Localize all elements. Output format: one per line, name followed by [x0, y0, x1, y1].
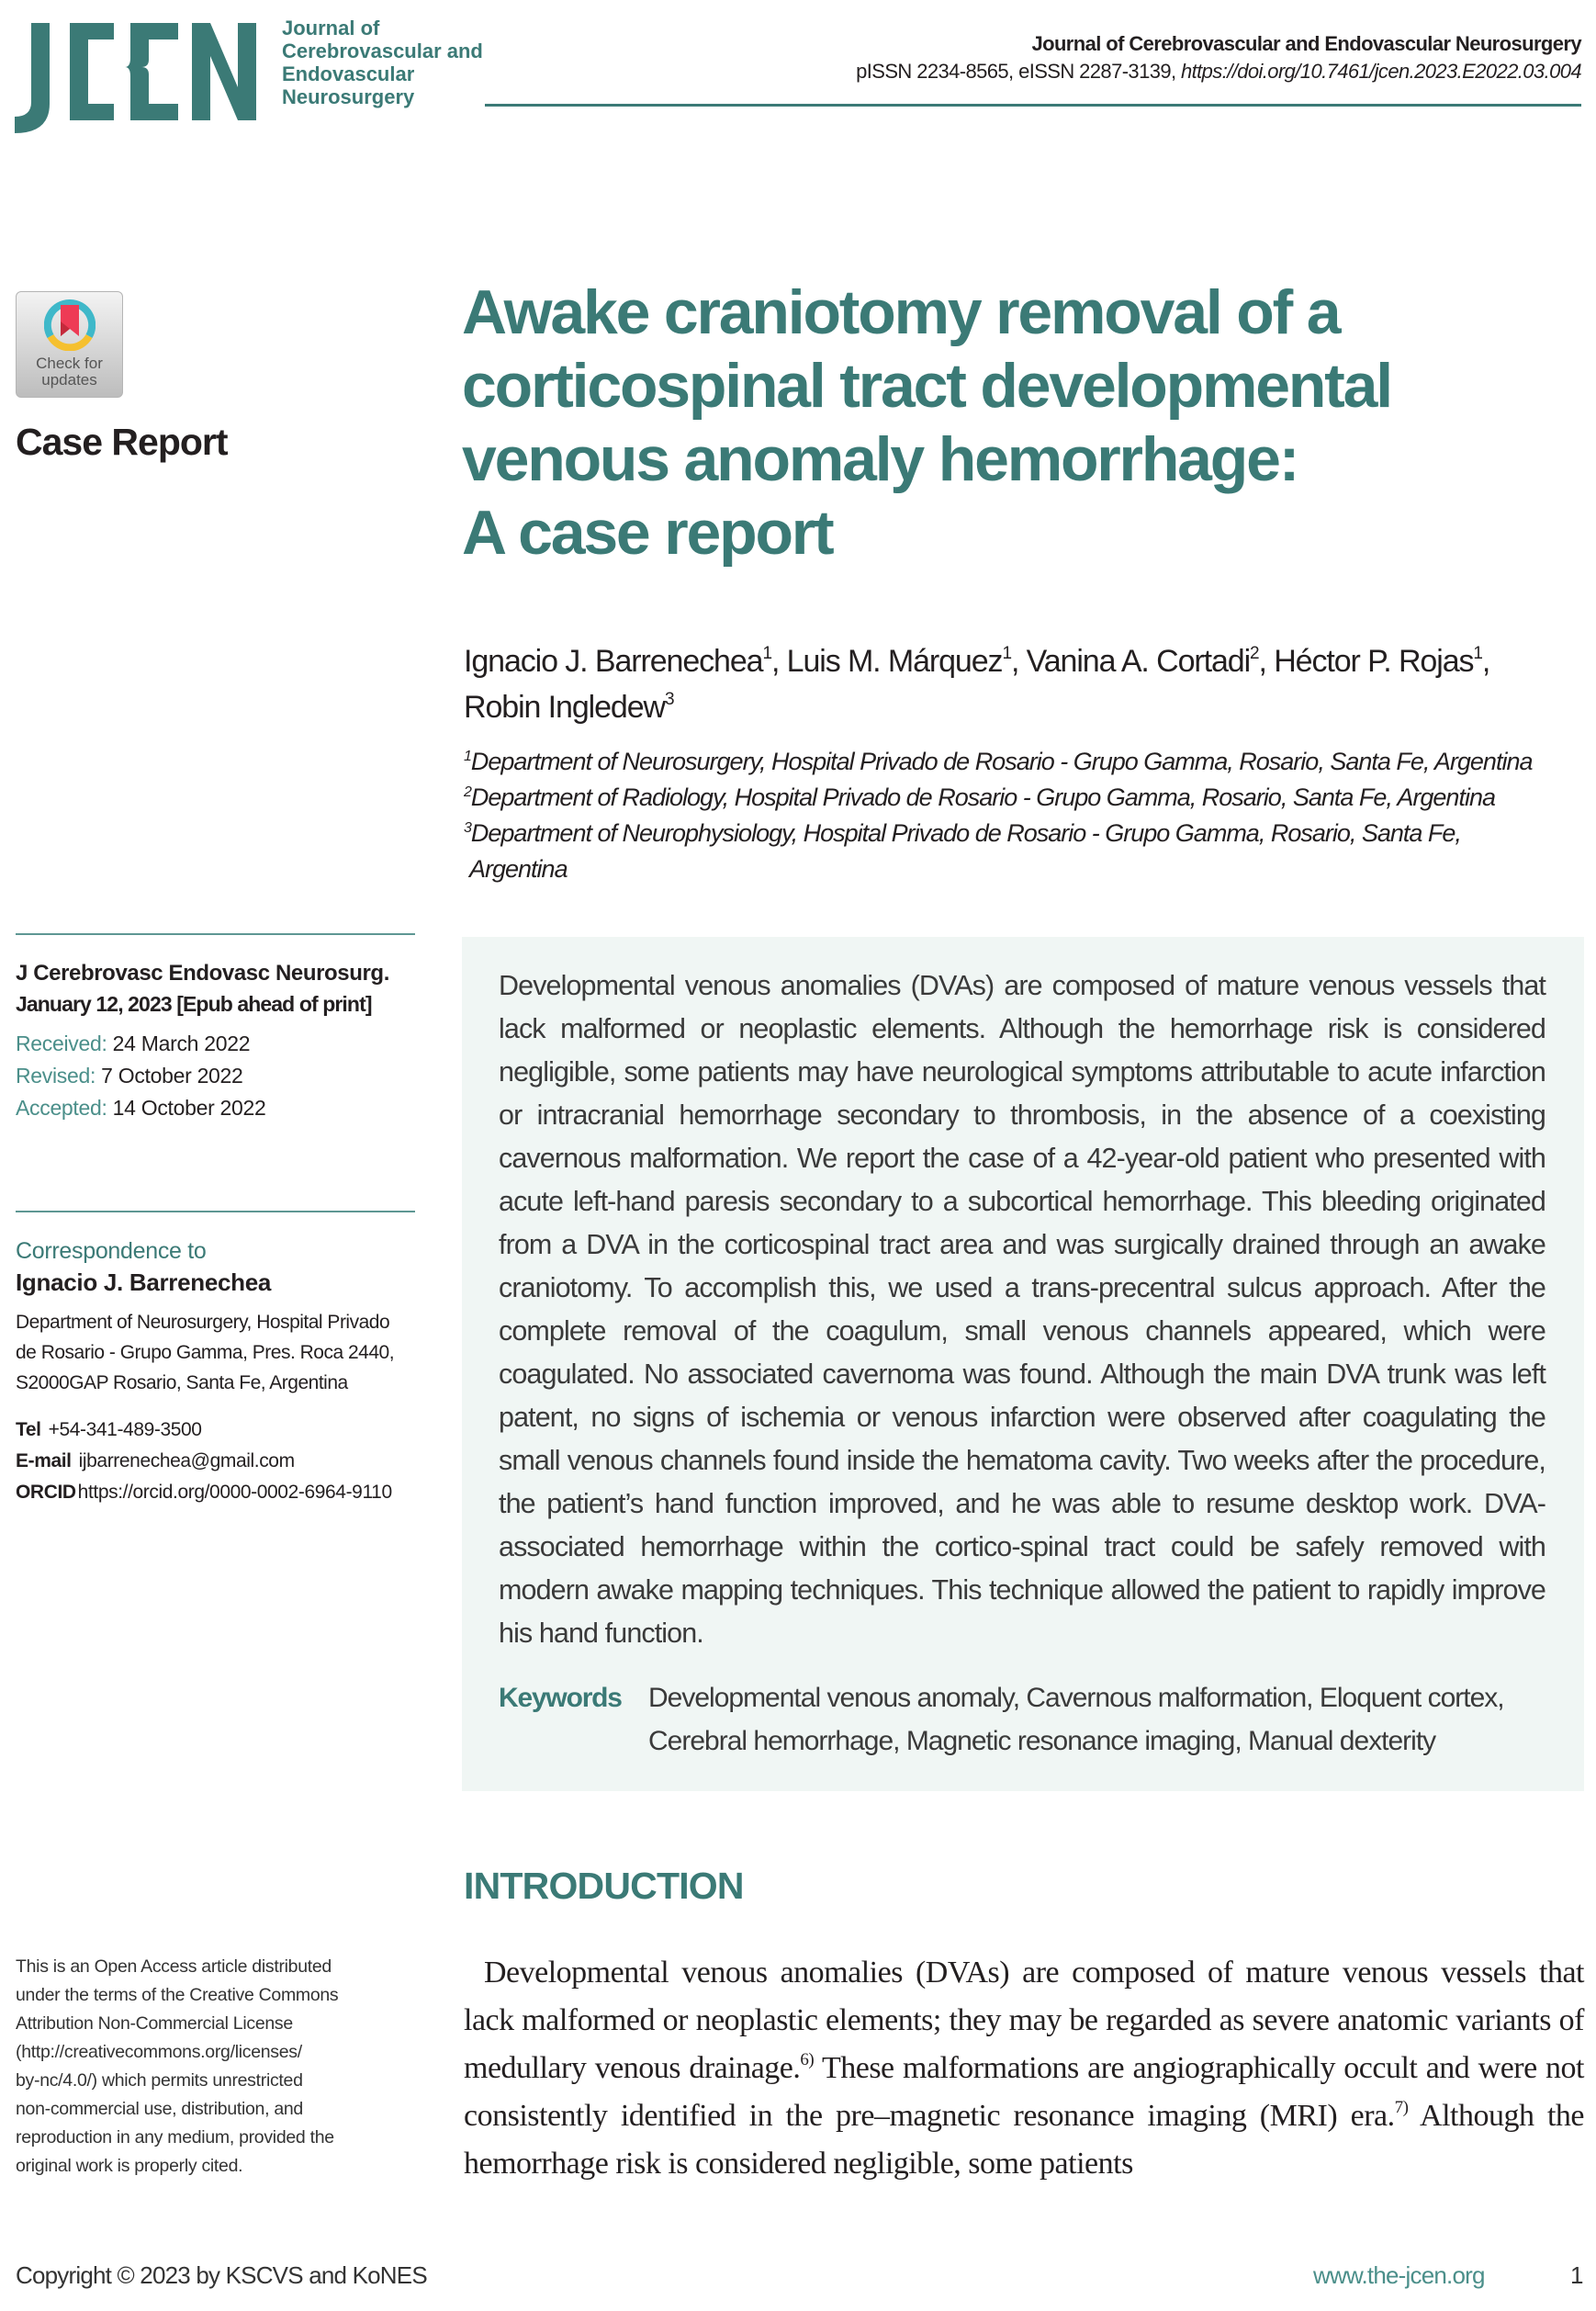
license-line: This is an Open Access article distributed — [16, 1956, 332, 1977]
epub-date: January 12, 2023 [Epub ahead of print] — [16, 992, 372, 1016]
section-heading-introduction: INTRODUCTION — [464, 1865, 744, 1907]
address-line: S2000GAP Rosario, Santa Fe, Argentina — [16, 1372, 348, 1393]
affiliation-marker: 3 — [664, 690, 674, 709]
tel-value: +54-341-489-3500 — [48, 1419, 202, 1440]
affiliation-number: 2 — [464, 784, 471, 800]
footer-copyright: Copyright © 2023 by KSCVS and KoNES — [16, 2261, 427, 2289]
orcid-label: ORCID — [16, 1482, 76, 1503]
logo-text-line: Journal of — [282, 17, 380, 39]
journal-abbrev: J Cerebrovasc Endovasc Neurosurg. — [16, 961, 389, 986]
separator: , — [770, 644, 787, 679]
accepted-value: 14 October 2022 — [107, 1096, 266, 1120]
affiliation-continuation: Argentina — [469, 855, 568, 883]
doi-link[interactable]: https://doi.org/10.7461/jcen.2023.E2022.03.004 — [1181, 60, 1581, 83]
license-line: reproduction in any medium, provided the — [16, 2127, 334, 2148]
author-name: Ignacio J. Barrenechea — [464, 644, 763, 679]
keywords-list: Developmental venous anomaly, Cavernous malformation, Eloquent cortex, Cerebral hemorrhage, Magnetic resonance imaging, Manual dexterity — [648, 1683, 1504, 1756]
affiliation-marker: 2 — [1250, 644, 1259, 663]
author-name: Luis M. Márquez — [786, 644, 1003, 679]
author-name: Robin Ingledew — [464, 690, 665, 725]
affiliation-marker: 1 — [762, 644, 771, 663]
license-line: by-nc/4.0/) which permits unrestricted — [16, 2070, 303, 2091]
license-line: Attribution Non-Commercial License — [16, 2013, 293, 2034]
logo-text-line: Cerebrovascular and — [282, 39, 483, 62]
author — [1274, 644, 1489, 679]
intro-text-span: Developmental venous anomalies (DVAs) are composed of mature venous vessels that lack malformed or neoplastic elements; they may be regarded as severe anatomic variants of medullary venous drainage. — [464, 1956, 1584, 2085]
jcen-logo-mark-icon — [15, 18, 258, 133]
accepted-date — [16, 1092, 424, 1124]
separator: , — [1010, 644, 1027, 679]
author — [1027, 644, 1275, 679]
abstract-text: Developmental venous anomalies (DVAs) are composed of mature venous vessels that lack malformed or neoplastic elements. Although the hemorrhage risk is considered negligible, some patients may have neurological symptoms attributable to acute infarction or intracranial hemorrhage secondary to thrombosis, in the absence of a coexisting cavernous malformation. We report the case of a 42-year-old patient who presented with acute left-hand paresis secondary to a subcortical hemorrhage. This bleeding originated from a DVA in the corticospinal tract area and was surgically drained through an awake craniotomy. To accomplish this, we used a trans-precentral sulcus approach. After the complete removal of the coagulum, small venous channels appeared, which were coagulated. No associated cavernoma was found. Although the main DVA trunk was left patent, no signs of ischemia or venous infarction were observed after coagulating the small venous channels found inside the hematoma cavity. Two weeks after the procedure, the patient’s hand function improved, and he was able to resume desktop work. DVA-associated hemorrhage within the cortico-spinal tract could be safely removed with modern awake mapping techniques. This technique allowed the patient to rapidly improve his hand function. — [499, 970, 1545, 1649]
contact-orcid — [16, 1477, 424, 1508]
affiliation — [464, 780, 1593, 816]
keywords — [499, 1676, 1555, 1763]
author — [787, 644, 1027, 679]
citation-ref[interactable]: 7) — [1394, 2098, 1409, 2117]
affiliation-marker: 1 — [1002, 644, 1011, 663]
header-issn-doi — [856, 58, 1581, 85]
jcen-logo — [15, 18, 258, 133]
address-line: Department of Neurosurgery, Hospital Privado — [16, 1312, 390, 1333]
license-line: original work is properly cited. — [16, 2156, 243, 2176]
logo-journal-name — [282, 17, 483, 108]
correspondence — [16, 1235, 424, 1508]
footer-website-link[interactable]: www.the-jcen.org — [1313, 2261, 1485, 2289]
revised-date — [16, 1060, 424, 1092]
affiliation-text: Department of Neurophysiology, Hospital Privado de Rosario - Grupo Gamma, Rosario, Santa Fe, — [470, 819, 1461, 847]
publication-info — [16, 958, 424, 1124]
crossmark-label — [17, 355, 122, 389]
accepted-label: Accepted: — [16, 1096, 107, 1120]
crossmark-label-line: Check for — [36, 355, 103, 372]
address-line: de Rosario - Grupo Gamma, Pres. Roca 2440, — [16, 1342, 395, 1363]
intro-text-span: Although the hemorrhage risk is considered negligible, some patients — [464, 2099, 1584, 2181]
title-line: A case report — [462, 498, 833, 568]
affiliation-text: Department of Neurosurgery, Hospital Privado de Rosario - Grupo Gamma, Rosario, Santa Fe, Argentina — [470, 748, 1533, 775]
crossmark-label-line: updates — [41, 371, 97, 389]
author-name: Vanina A. Cortadi — [1026, 644, 1251, 679]
contact-email — [16, 1446, 424, 1477]
separator: , — [1481, 644, 1490, 679]
correspondence-address — [16, 1307, 424, 1398]
license-line[interactable]: (http://creativecommons.org/licenses/ — [16, 2042, 302, 2062]
keywords-label: Keywords — [499, 1683, 622, 1713]
introduction-paragraph — [464, 1949, 1584, 2188]
email-link[interactable]: ijbarrenechea@gmail.com — [78, 1450, 295, 1471]
crossmark-icon — [44, 299, 96, 351]
orcid-link[interactable]: https://orcid.org/0000-0002-6964-9110 — [77, 1482, 392, 1503]
running-header — [856, 30, 1581, 85]
history-dates — [16, 1028, 424, 1124]
license-notice — [16, 1953, 410, 2181]
article-type: Case Report — [16, 421, 228, 463]
affiliations — [464, 744, 1593, 887]
title-line: venous anomaly hemorrhage: — [462, 424, 1298, 494]
header-divider — [485, 104, 1581, 107]
intro-text-span: These malformations are angiographically occult and were not consistently identified in the pre–magnetic resonance imaging (MRI) era. — [464, 2051, 1584, 2133]
email-label: E-mail — [16, 1450, 72, 1471]
logo-text-line: Endovascular — [282, 62, 415, 85]
sidebar-divider — [16, 933, 415, 935]
license-line: under the terms of the Creative Commons — [16, 1985, 339, 2005]
author-name: Héctor P. Rojas — [1274, 644, 1474, 679]
article-title — [462, 276, 1518, 569]
logo-text-line: Neurosurgery — [282, 85, 415, 108]
separator: , — [1258, 644, 1275, 679]
title-line: corticospinal tract developmental — [462, 351, 1391, 421]
received-date — [16, 1028, 424, 1060]
title-line: Awake craniotomy removal of a — [462, 277, 1340, 347]
affiliation-number: 3 — [464, 820, 471, 836]
citation-ref[interactable]: 6) — [800, 2050, 815, 2069]
received-label: Received: — [16, 1031, 107, 1055]
author-list — [464, 638, 1593, 730]
affiliation-number: 1 — [464, 749, 471, 764]
correspondence-name: Ignacio J. Barrenechea — [16, 1268, 272, 1296]
affiliation — [464, 744, 1593, 780]
correspondence-title: Correspondence to — [16, 1238, 207, 1264]
received-value: 24 March 2022 — [107, 1031, 251, 1055]
author — [464, 690, 673, 725]
sidebar-divider — [16, 1211, 415, 1212]
revised-value: 7 October 2022 — [96, 1064, 243, 1088]
tel-label: Tel — [16, 1419, 41, 1440]
check-for-updates-badge[interactable] — [16, 291, 123, 398]
header-journal-name: Journal of Cerebrovascular and Endovascular Neurosurgery — [1031, 32, 1581, 55]
abstract-box — [462, 937, 1584, 1791]
affiliation — [464, 816, 1593, 851]
affiliation-text: Department of Radiology, Hospital Privado de Rosario - Grupo Gamma, Rosario, Santa Fe, Argentina — [470, 783, 1495, 811]
contact-tel — [16, 1415, 424, 1446]
license-line: non-commercial use, distribution, and — [16, 2099, 303, 2119]
page-number: 1 — [1570, 2261, 1584, 2289]
issn: pISSN 2234-8565, eISSN 2287-3139, — [856, 60, 1181, 83]
revised-label: Revised: — [16, 1064, 96, 1088]
affiliation-marker: 1 — [1473, 644, 1482, 663]
author — [464, 644, 787, 679]
